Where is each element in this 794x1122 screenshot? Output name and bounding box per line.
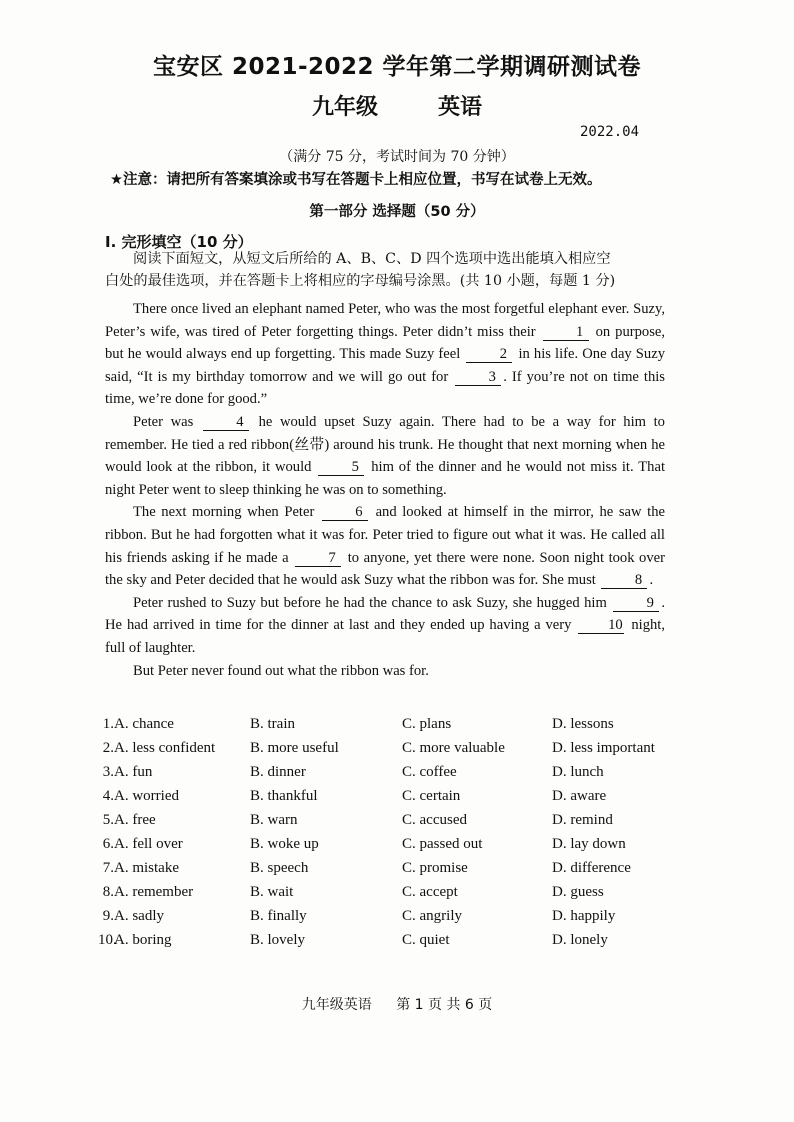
cloze-passage bbox=[105, 298, 665, 682]
option-d: D. lonely bbox=[552, 931, 608, 948]
option-d: D. lunch bbox=[552, 763, 604, 780]
question-number: 8. bbox=[102, 883, 114, 900]
option-d: D. lessons bbox=[552, 715, 614, 732]
option-d: D. lay down bbox=[552, 835, 626, 852]
option-c: C. plans bbox=[402, 715, 452, 732]
option-d: D. happily bbox=[552, 907, 616, 924]
option-a: A. fell over bbox=[114, 835, 183, 852]
question-number: 9. bbox=[102, 907, 114, 924]
option-d: D. aware bbox=[552, 787, 607, 804]
page-footer bbox=[0, 994, 794, 1014]
option-c: C. promise bbox=[402, 859, 468, 876]
passage-text: There once lived an elephant named Peter, who was the most forgetful elephant ever. Suzy, Peter’s wife, was tired of Peter forgetting things. Peter didn’t miss their bbox=[105, 301, 665, 340]
passage-text: him of the dinner and he would not miss it. That night Peter went to sleep thinking he was on to something. bbox=[105, 459, 665, 498]
section-instructions bbox=[105, 248, 665, 292]
blank-9: 9 bbox=[613, 595, 659, 612]
question-number: 7. bbox=[102, 859, 114, 876]
option-row-3 bbox=[98, 760, 688, 784]
option-b: B. dinner bbox=[250, 763, 306, 780]
option-a: A. mistake bbox=[114, 859, 179, 876]
blank-3: 3 bbox=[455, 369, 501, 386]
subject-label: 英语 bbox=[438, 95, 483, 120]
option-c: C. passed out bbox=[402, 835, 483, 852]
option-c: C. more valuable bbox=[402, 739, 505, 756]
grade-subject-line bbox=[0, 90, 794, 121]
passage-text: in his life. One day Suzy said, “It is my birthday tomorrow and we will go out for bbox=[105, 346, 665, 385]
option-row-4 bbox=[98, 784, 688, 808]
question-number: 6. bbox=[102, 835, 114, 852]
option-row-8 bbox=[98, 880, 688, 904]
option-b: B. more useful bbox=[250, 739, 339, 756]
option-a: A. worried bbox=[114, 787, 179, 804]
exam-title: 宝安区 2021-2022 学年第二学期调研测试卷 bbox=[152, 54, 642, 80]
passage-text: . If you’re not on time this time, we’re done for good.” bbox=[105, 368, 665, 408]
option-c: C. angrily bbox=[402, 907, 462, 924]
paragraph-1 bbox=[105, 298, 665, 411]
option-b: B. lovely bbox=[250, 931, 305, 948]
paragraph-2 bbox=[105, 411, 665, 501]
option-d: D. difference bbox=[552, 859, 631, 876]
option-row-6 bbox=[98, 832, 688, 856]
passage-text: to anyone, yet there were none. Soon night took over the sky and Peter decided that he would ask Suzy what the ribbon was for. She must bbox=[105, 549, 665, 589]
blank-5: 5 bbox=[318, 459, 364, 476]
question-number: 1. bbox=[102, 715, 114, 732]
option-row-9 bbox=[98, 904, 688, 928]
option-d: D. guess bbox=[552, 883, 604, 900]
passage-text: Peter rushed to Suzy but before he had the chance to ask Suzy, she hugged him bbox=[133, 594, 607, 611]
option-b: B. woke up bbox=[250, 835, 319, 852]
option-b: B. warn bbox=[250, 811, 298, 828]
blank-10: 10 bbox=[578, 617, 624, 634]
part-title: 第一部分 选择题（50 分） bbox=[309, 204, 485, 220]
blank-8: 8 bbox=[601, 572, 647, 589]
option-d: D. less important bbox=[552, 739, 655, 756]
question-number: 4. bbox=[102, 787, 114, 804]
paragraph-5: But Peter never found out what the ribbon was for. bbox=[133, 662, 429, 679]
footer-label: 九年级英语 bbox=[301, 997, 372, 1013]
option-c: C. quiet bbox=[402, 931, 450, 948]
passage-text: . He had arrived in time for the dinner at last and they ended up having a very bbox=[105, 594, 665, 634]
option-a: A. boring bbox=[114, 931, 172, 948]
paragraph-4 bbox=[105, 592, 665, 660]
option-b: B. finally bbox=[250, 907, 307, 924]
passage-text: . bbox=[649, 572, 654, 589]
passage-text: and looked at himself in the mirror, he saw the ribbon. But he had forgotten what it was for. Peter tried to figure out what it was. He called all his friends asking if he made a bbox=[105, 504, 665, 566]
page-number: 第 1 页 共 6 页 bbox=[396, 997, 493, 1013]
blank-6: 6 bbox=[322, 504, 368, 521]
blank-2: 2 bbox=[466, 346, 512, 363]
blank-7: 7 bbox=[295, 550, 341, 567]
option-b: B. wait bbox=[250, 883, 294, 900]
instruction-line-1: 阅读下面短文，从短文后所给的 A、B、C、D 四个选项中选出能填入相应空 bbox=[133, 251, 611, 267]
notice: ★注意：请把所有答案填涂或书写在答题卡上相应位置，书写在试卷上无效。 bbox=[110, 172, 602, 188]
option-a: A. fun bbox=[114, 763, 153, 780]
option-row-7 bbox=[98, 856, 688, 880]
option-a: A. sadly bbox=[114, 907, 164, 924]
option-row-1 bbox=[98, 712, 688, 736]
option-b: B. train bbox=[250, 715, 295, 732]
option-c: C. certain bbox=[402, 787, 461, 804]
instruction-line-2: 白处的最佳选项，并在答题卡上将相应的字母编号涂黑。(共 10 小题，每题 1 分) bbox=[105, 273, 616, 289]
blank-4: 4 bbox=[203, 414, 249, 431]
grade-label: 九年级 bbox=[311, 95, 378, 120]
section-heading: I. 完形填空（10 分） bbox=[105, 233, 253, 251]
option-row-5 bbox=[98, 808, 688, 832]
option-b: B. speech bbox=[250, 859, 309, 876]
score-info: （满分 75 分，考试时间为 70 分钟） bbox=[279, 149, 515, 165]
option-a: A. remember bbox=[114, 883, 194, 900]
option-a: A. chance bbox=[114, 715, 174, 732]
option-row-2 bbox=[98, 736, 688, 760]
passage-text: on purpose, but he would always end up forgetting. This made Suzy feel bbox=[105, 323, 665, 363]
blank-1: 1 bbox=[543, 324, 589, 341]
option-row-10 bbox=[98, 928, 688, 952]
option-c: C. coffee bbox=[402, 763, 457, 780]
answer-options bbox=[98, 712, 688, 952]
option-a: A. less confident bbox=[114, 739, 216, 756]
option-c: C. accused bbox=[402, 811, 467, 828]
option-d: D. remind bbox=[552, 811, 613, 828]
exam-date: 2022.04 bbox=[580, 124, 640, 140]
option-a: A. free bbox=[114, 811, 156, 828]
option-c: C. accept bbox=[402, 883, 458, 900]
passage-text: night, full of laughter. bbox=[105, 617, 666, 656]
question-number: 2. bbox=[102, 739, 114, 756]
question-number: 5. bbox=[102, 811, 114, 828]
passage-text: The next morning when Peter bbox=[133, 504, 315, 521]
passage-text: Peter was bbox=[133, 413, 194, 430]
option-b: B. thankful bbox=[250, 787, 318, 804]
question-number: 3. bbox=[102, 763, 114, 780]
passage-text: he would upset Suzy again. There had to be a way for him to remember. He tied a red ribbon(丝带) around his trunk. He thought that next morning when he would look at the ribbon, it would bbox=[105, 413, 665, 476]
question-number: 10. bbox=[98, 931, 117, 948]
paragraph-3 bbox=[105, 501, 665, 591]
